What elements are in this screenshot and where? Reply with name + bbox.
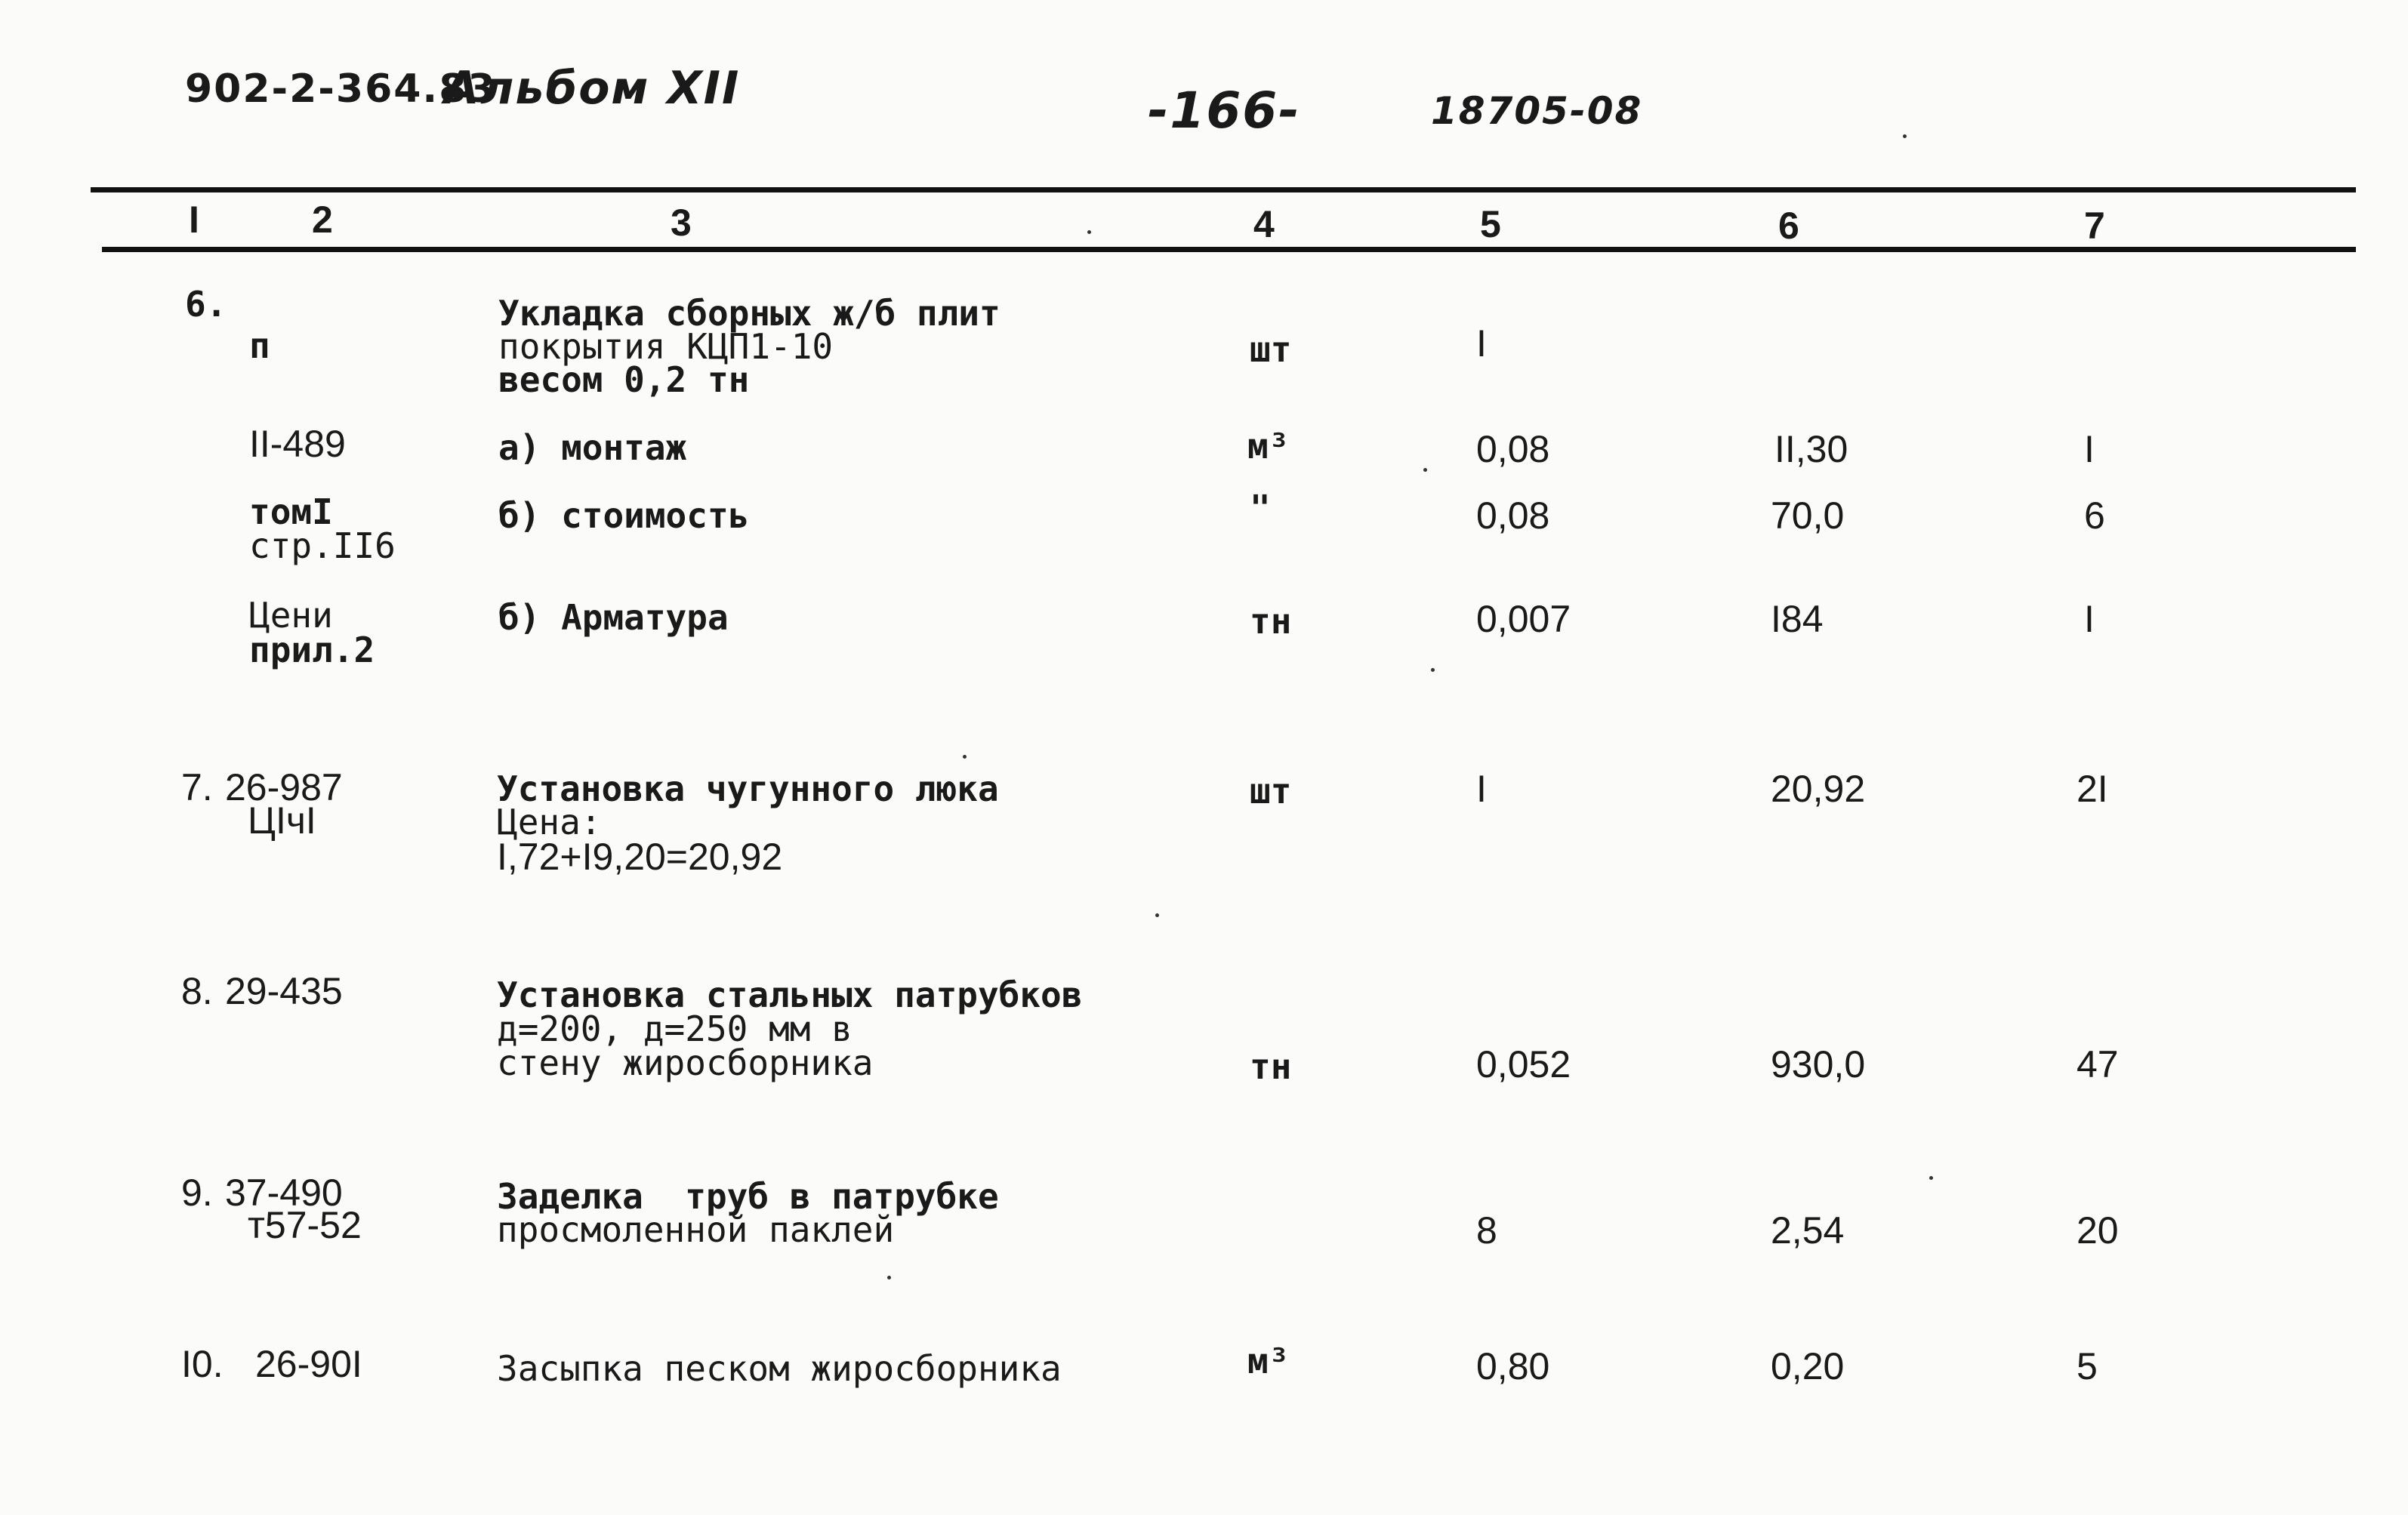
row-quantity: 8 bbox=[1476, 1209, 1497, 1252]
row-number: I0. bbox=[181, 1343, 224, 1385]
row-description-line: I,72+I9,20=20,92 bbox=[497, 836, 783, 878]
document-code: 902-2-364.83 bbox=[185, 66, 497, 112]
row-unit: тн bbox=[1250, 601, 1292, 642]
row-quantity: 0,80 bbox=[1476, 1345, 1550, 1387]
row-quantity: 0,08 bbox=[1476, 494, 1550, 537]
row-description-line: Засыпка песком жиросборника bbox=[497, 1348, 1062, 1389]
row-unit: м³ bbox=[1247, 1341, 1290, 1381]
column-header-6: 6 bbox=[1778, 205, 1799, 247]
row-total: I bbox=[2084, 598, 2095, 640]
row-code-line: стр.II6 bbox=[249, 525, 396, 566]
page-number: -166- bbox=[1148, 82, 1301, 140]
row-quantity: I bbox=[1476, 322, 1487, 365]
scan-speck bbox=[1155, 913, 1159, 917]
row-code-line: 26-90I bbox=[255, 1343, 362, 1385]
row-total: 5 bbox=[2077, 1345, 2098, 1387]
row-total: 6 bbox=[2084, 494, 2105, 537]
scan-speck bbox=[1903, 134, 1907, 138]
column-header-7: 7 bbox=[2084, 205, 2105, 247]
row-unit: тн bbox=[1250, 1046, 1292, 1087]
row-price: 20,92 bbox=[1771, 768, 1866, 810]
row-price: 0,20 bbox=[1771, 1345, 1845, 1387]
row-code-line: 37-490 bbox=[225, 1172, 343, 1214]
scan-speck bbox=[1423, 468, 1427, 472]
row-unit: шт bbox=[1250, 329, 1292, 370]
scan-speck bbox=[1929, 1176, 1933, 1180]
table-header-rule bbox=[102, 247, 2356, 252]
row-number: 8. bbox=[181, 970, 213, 1012]
row-code-line: прил.2 bbox=[249, 630, 375, 670]
scan-speck bbox=[1431, 668, 1435, 672]
table-top-rule bbox=[91, 187, 2356, 192]
column-header-4: 4 bbox=[1253, 203, 1275, 245]
registration-number: 18705-08 bbox=[1431, 89, 1643, 133]
row-code-line: 26-987 bbox=[225, 766, 343, 808]
row-code-line: II-489 bbox=[249, 423, 346, 465]
row-unit: " bbox=[1250, 488, 1271, 528]
row-price: II,30 bbox=[1774, 428, 1848, 470]
row-description-line: стену жиросборника bbox=[497, 1042, 874, 1083]
row-total: 47 bbox=[2077, 1043, 2119, 1085]
row-description-line: Установка чугунного люка bbox=[497, 768, 999, 809]
scan-speck bbox=[1087, 230, 1091, 234]
row-description-line: Установка стальных патрубков bbox=[497, 975, 1083, 1015]
row-code-line: п bbox=[249, 325, 270, 366]
row-description-line: Заделка труб в патрубке bbox=[497, 1176, 999, 1217]
row-number: 9. bbox=[181, 1172, 213, 1214]
row-quantity: I bbox=[1476, 768, 1487, 810]
row-price: I84 bbox=[1771, 598, 1824, 640]
row-price: 2,54 bbox=[1771, 1209, 1845, 1252]
row-description-line: а) монтаж bbox=[498, 427, 687, 468]
row-description-line: Укладка сборных ж/б плит bbox=[498, 293, 1001, 334]
column-header-3: 3 bbox=[671, 202, 692, 244]
column-header-5: 5 bbox=[1480, 203, 1501, 245]
row-description-line: весом 0,2 тн bbox=[498, 359, 750, 400]
row-code-line: т57-52 bbox=[248, 1204, 362, 1246]
row-code-line: Цени bbox=[249, 595, 333, 636]
column-header-1: I bbox=[189, 199, 199, 241]
row-quantity: 0,08 bbox=[1476, 428, 1550, 470]
scan-speck bbox=[963, 755, 967, 759]
row-description-line: покрытия КЦП1-10 bbox=[498, 326, 834, 367]
row-description-line: б) стоимость bbox=[498, 495, 750, 536]
row-code-line: томI bbox=[249, 491, 333, 532]
column-header-2: 2 bbox=[312, 199, 333, 241]
row-total: 2I bbox=[2077, 768, 2108, 810]
row-price: 70,0 bbox=[1771, 494, 1845, 537]
row-code-line: 29-435 bbox=[225, 970, 343, 1012]
row-total: I bbox=[2084, 428, 2095, 470]
row-unit: м³ bbox=[1247, 426, 1290, 467]
row-description-line: Цена: bbox=[497, 802, 602, 842]
row-code-line: ЦIчI bbox=[248, 799, 316, 842]
row-number: 7. bbox=[181, 766, 213, 808]
row-total: 20 bbox=[2077, 1209, 2119, 1252]
row-description-line: просмоленной паклей bbox=[497, 1209, 895, 1250]
row-quantity: 0,007 bbox=[1476, 598, 1571, 640]
scan-speck bbox=[887, 1276, 891, 1279]
row-number: 6. bbox=[185, 284, 227, 325]
row-description-line: б) Арматура bbox=[498, 597, 729, 638]
row-price: 930,0 bbox=[1771, 1043, 1866, 1085]
row-quantity: 0,052 bbox=[1476, 1043, 1571, 1085]
album-label: Альбом XII bbox=[444, 62, 741, 115]
row-description-line: д=200, д=250 мм в bbox=[497, 1008, 853, 1049]
row-unit: шт bbox=[1250, 771, 1292, 811]
